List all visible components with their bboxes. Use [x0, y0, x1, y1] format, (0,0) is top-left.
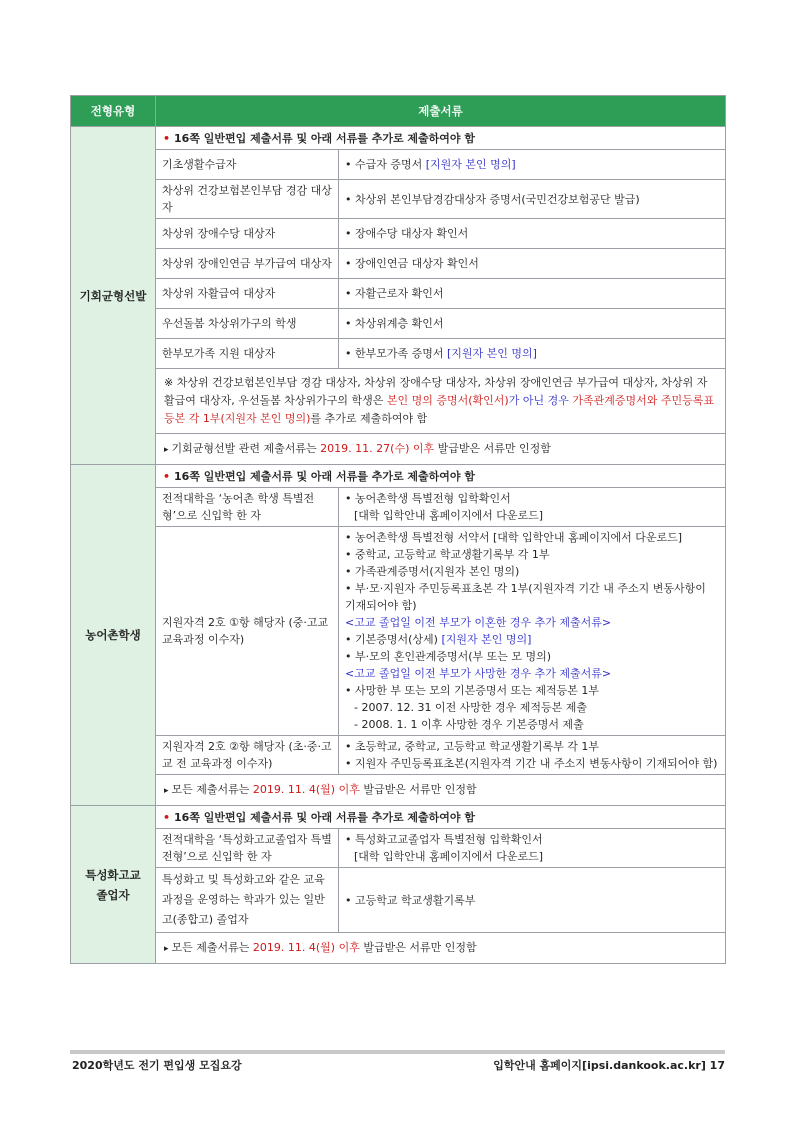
- section1-item: 우선돌봄 차상위가구의 학생: [156, 309, 339, 339]
- section1-item: 차상위 자활급여 대상자: [156, 279, 339, 309]
- section2-doc: • 농어촌학생 특별전형 입학확인서 [대학 입학안내 홈페이지에서 다운로드]: [339, 488, 726, 527]
- section3-banner: • 16쪽 일반편입 제출서류 및 아래 서류를 추가로 제출하여야 함: [156, 806, 726, 829]
- section3-foot: ▸ 모든 제출서류는 2019. 11. 4(월) 이후 발급받은 서류만 인정함: [156, 933, 726, 964]
- section1-banner: • 16쪽 일반편입 제출서류 및 아래 서류를 추가로 제출하여야 함: [156, 127, 726, 150]
- section2-item: 지원자격 2호 ②항 해당자 (초·중·고교 전 교육과정 이수자): [156, 736, 339, 775]
- section1-doc: • 장애수당 대상자 확인서: [339, 219, 726, 249]
- section3-doc: • 고등학교 학교생활기록부: [339, 868, 726, 933]
- section1-doc: • 차상위 본인부담경감대상자 증명서(국민건강보험공단 발급): [339, 180, 726, 219]
- footer-divider: [70, 1050, 725, 1054]
- footer-homepage-page: 입학안내 홈페이지[ipsi.dankook.ac.kr] 17: [493, 1059, 725, 1072]
- section1-item: 차상위 장애인연금 부가급여 대상자: [156, 249, 339, 279]
- section2-banner: • 16쪽 일반편입 제출서류 및 아래 서류를 추가로 제출하여야 함: [156, 465, 726, 488]
- section1-item: 한부모가족 지원 대상자: [156, 339, 339, 369]
- section3-item: 전적대학을 ‘특성화고교졸업자 특별전형’으로 신입학 한 자: [156, 829, 339, 868]
- section1-doc: • 한부모가족 증명서 [지원자 본인 명의]: [339, 339, 726, 369]
- section3-item: 특성화고 및 특성화고와 같은 교육과정을 운영하는 학과가 있는 일반고(종합고) 졸업자: [156, 868, 339, 933]
- section1-doc: • 수급자 증명서 [지원자 본인 명의]: [339, 150, 726, 180]
- section2-doc: • 초등학교, 중학교, 고등학교 학교생활기록부 각 1부 • 지원자 주민등록표초본(지원자격 기간 내 주소지 변동사항이 기재되어야 함): [339, 736, 726, 775]
- section2-item: 지원자격 2호 ①항 해당자 (중·고교 교육과정 이수자): [156, 527, 339, 736]
- category-rural-student: 농어촌학생: [71, 465, 156, 806]
- section2-doc: • 농어촌학생 특별전형 서약서 [대학 입학안내 홈페이지에서 다운로드] • 중학교, 고등학교 학교생활기록부 각 1부 • 가족관계증명서(지원자 본인 명의) • 부·모·지원자 주민등록표초본 각 1부(지원자격 기간 내 주소지 변동사항이 기재되어야 함) <고교 졸업일 이전 부모가 이혼한 경우 추가 제출서류> • 기본증명서(상세) [지원자 본인 명의] • 부·모의 혼인관계증명서(부 또는 모 명의) <고교 졸업일 이전 부모가 사망한 경우 추가 제출서류> • 사망한 부 또는 모의 기본증명서 또는 제적등본 1부 - 2007. 12. 31 이전 사망한 경우 제적등본 제출 - 2008. 1. 1 이후 사망한 경우 기본증명서 제출: [339, 527, 726, 736]
- section1-item: 차상위 장애수당 대상자: [156, 219, 339, 249]
- footer-guide-title: 2020학년도 전기 편입생 모집요강: [72, 1059, 242, 1072]
- section1-foot: ▸ 기회균형선발 관련 제출서류는 2019. 11. 27(수) 이후 발급받은 서류만 인정함: [156, 434, 726, 465]
- section2-item: 전적대학을 ‘농어촌 학생 특별전형’으로 신입학 한 자: [156, 488, 339, 527]
- section1-item: 차상위 건강보험본인부담 경감 대상자: [156, 180, 339, 219]
- section1-doc: • 차상위계층 확인서: [339, 309, 726, 339]
- section3-doc: • 특성화고교졸업자 특별전형 입학확인서 [대학 입학안내 홈페이지에서 다운로드]: [339, 829, 726, 868]
- section1-doc: • 자활근로자 확인서: [339, 279, 726, 309]
- submission-documents-table: [70, 95, 726, 964]
- header-type: 전형유형: [71, 96, 156, 127]
- section2-foot: ▸ 모든 제출서류는 2019. 11. 4(월) 이후 발급받은 서류만 인정함: [156, 775, 726, 806]
- section1-note: ※ 차상위 건강보험본인부담 경감 대상자, 차상위 장애수당 대상자, 차상위 장애인연금 부가급여 대상자, 차상위 자활급여 대상자, 우선돌봄 차상위가구의 학생은 본인 명의 증명서(확인서)가 아닌 경우 가족관계증명서와 주민등록표등본 각 1부(지원자 본인 명의)를 추가로 제출하여야 함: [156, 369, 726, 434]
- category-specialized-high-school: 특성화고교 졸업자: [71, 806, 156, 964]
- header-documents: 제출서류: [156, 96, 726, 127]
- section1-doc: • 장애인연금 대상자 확인서: [339, 249, 726, 279]
- category-opportunity-balance: 기회균형선발: [71, 127, 156, 465]
- section1-item: 기초생활수급자: [156, 150, 339, 180]
